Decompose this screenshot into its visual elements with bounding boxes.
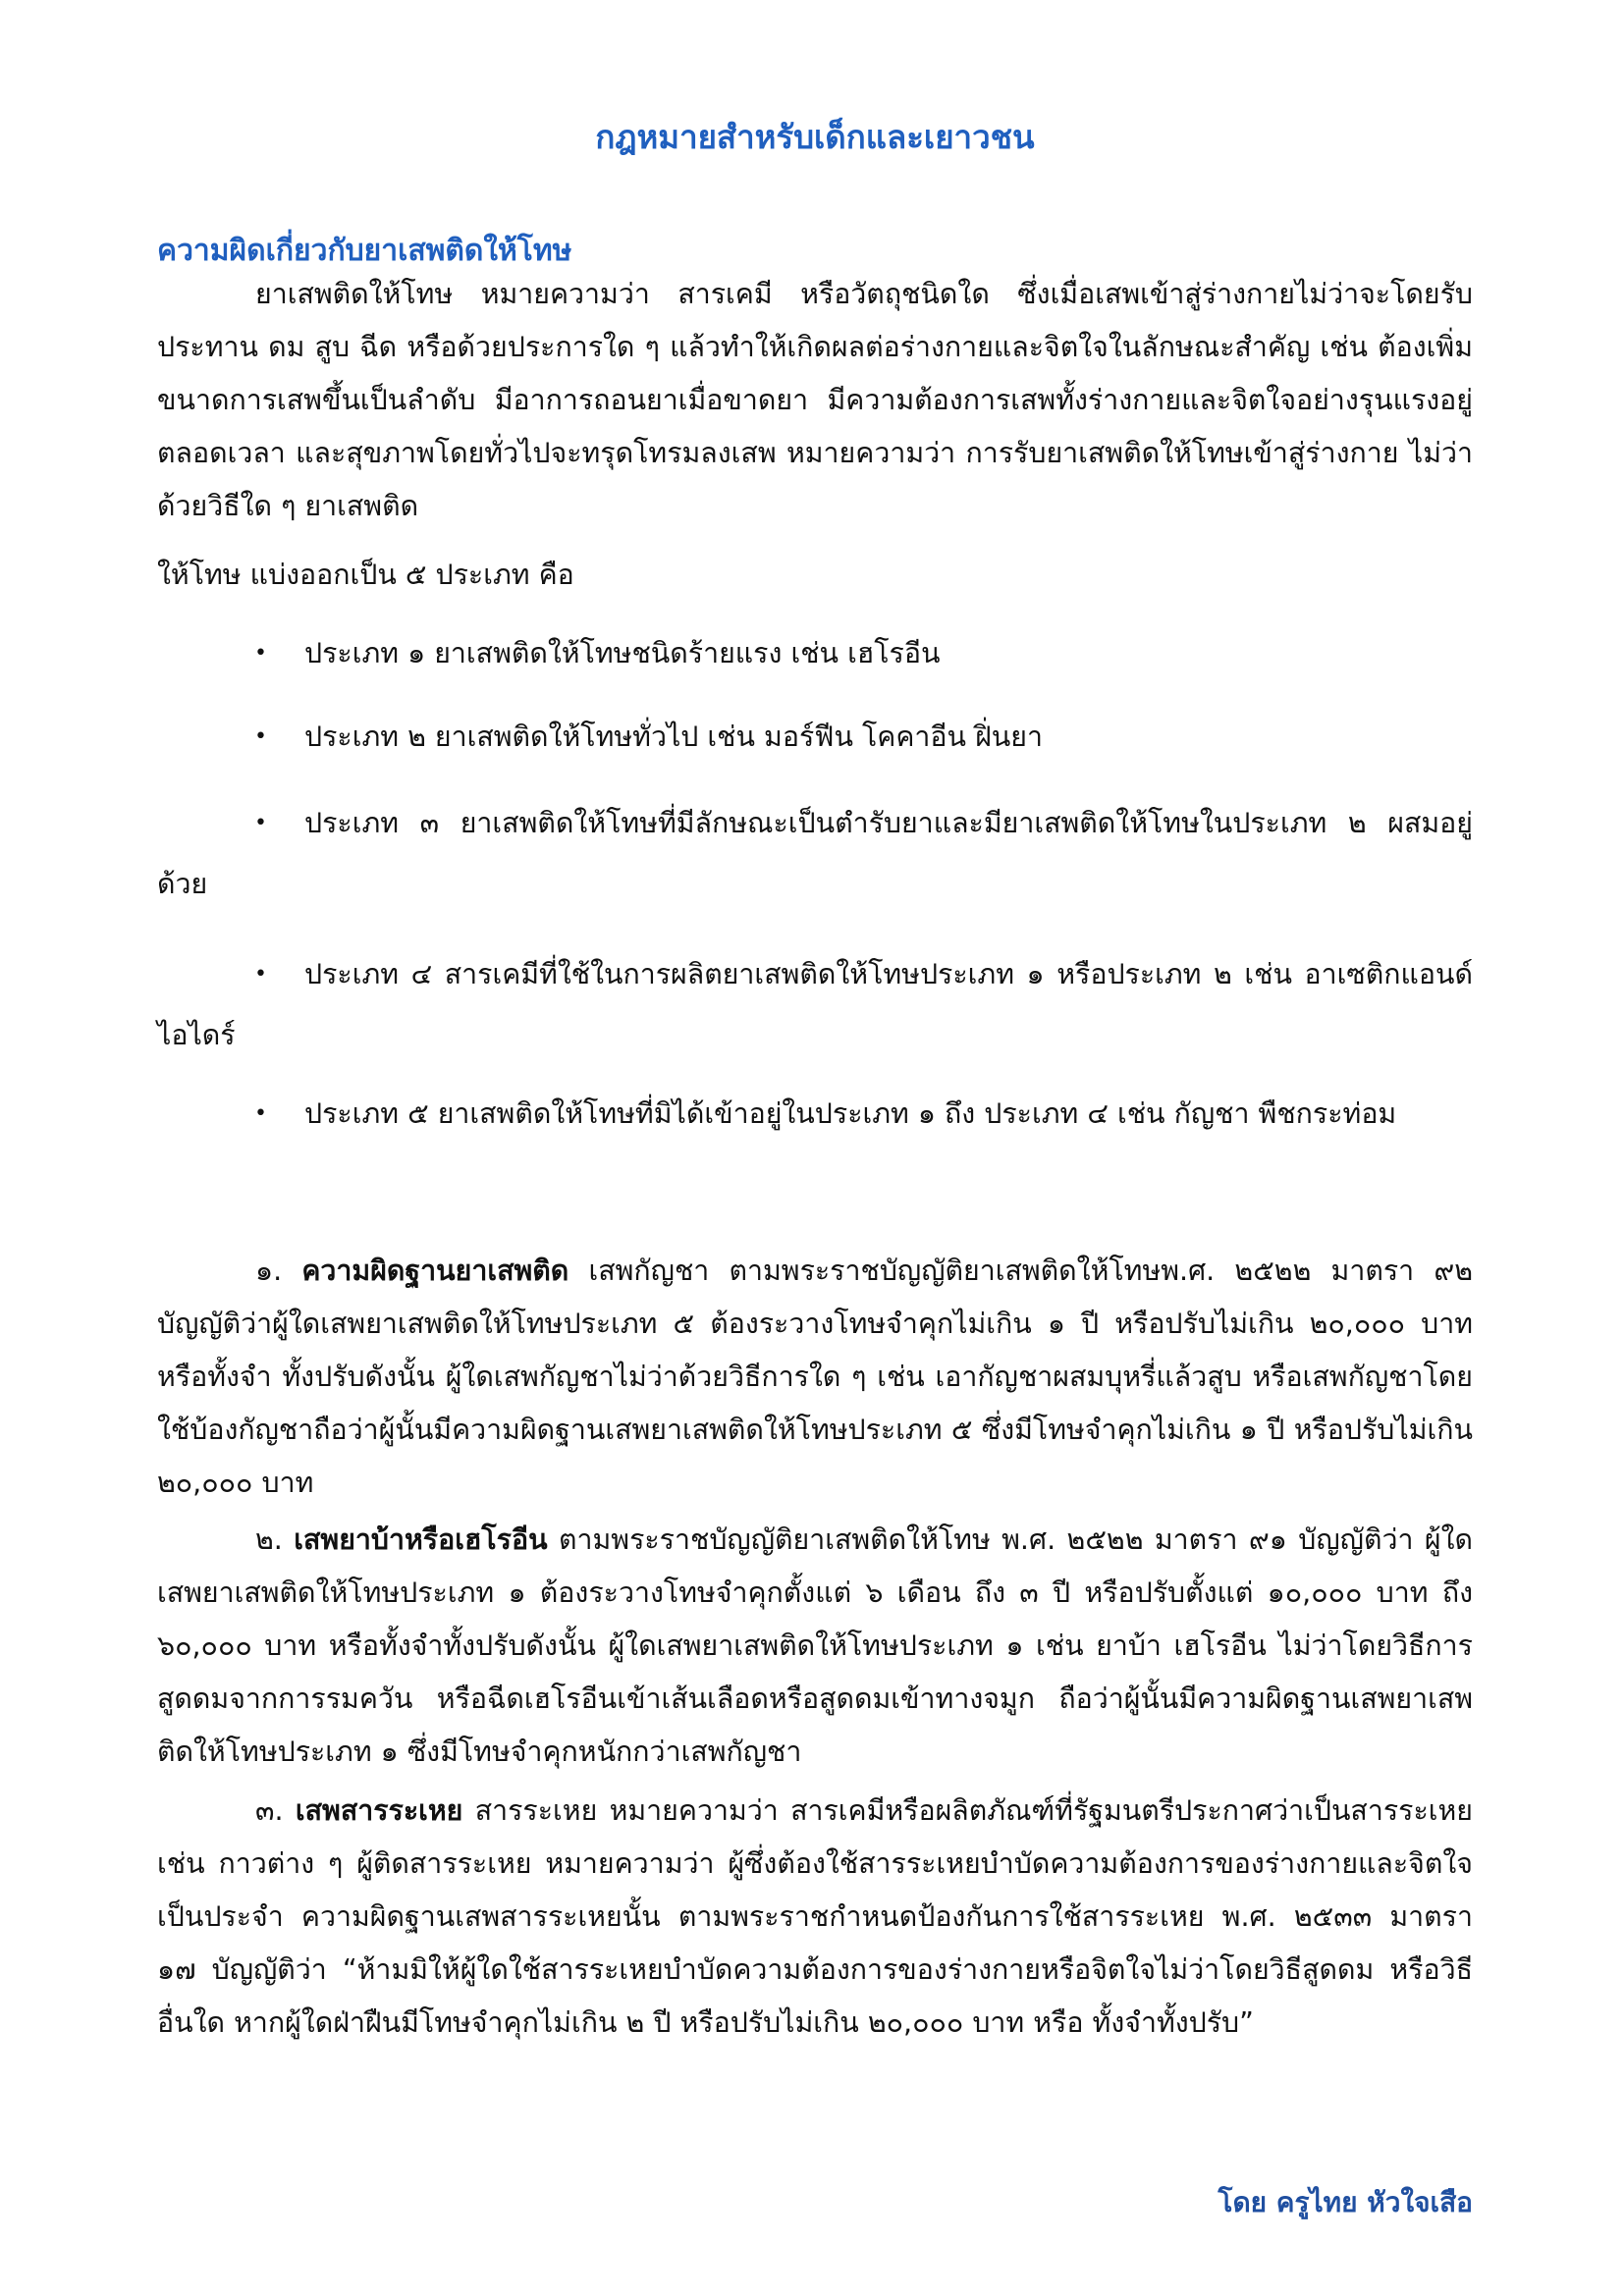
bullet-icon: •: [254, 641, 267, 666]
offense-paragraph: [157, 1245, 1473, 1510]
category-text: ประเภท ๒ ยาเสพติดให้โทษทั่วไป เช่น มอร์ฟีน โคคาอีน ฝิ่นยา: [304, 721, 1043, 753]
section-heading: ความผิดเกี่ยวกับยาเสพติดให้โทษ: [157, 234, 572, 268]
category-item: [157, 707, 1473, 768]
intro-paragraph: ยาเสพติดให้โทษ หมายความว่า สารเคมี หรือวัตถุชนิดใด ซึ่งเมื่อเสพเข้าสู่ร่างกายไม่ว่าจะโดยรับประทาน ดม สูบ ฉีด หรือด้วยประการใด ๆ แล้วทำให้เกิดผลต่อร่างกายและจิตใจในลักษณะสำคัญ เช่น ต้องเพิ่มขนาดการเสพขึ้นเป็นลำดับ มีอาการถอนยาเมื่อขาดยา มีความต้องการเสพทั้งร่างกายและจิตใจอย่างรุนแรงอยู่ตลอดเวลา และสุขภาพโดยทั่วไปจะทรุดโทรมลงเสพ หมายความว่า การรับยาเสพติดให้โทษเข้าสู่ร่างกาย ไม่ว่าด้วยวิธีใด ๆ ยาเสพติด: [157, 278, 1473, 522]
offense-body: ตามพระราชบัญญัติยาเสพติดให้โทษ พ.ศ. ๒๕๒๒ มาตรา ๙๑ บัญญัติว่า ผู้ใดเสพยาเสพติดให้โทษประเภท ๑ ต้องระวางโทษจำคุกตั้งแต่ ๖ เดือน ถึง ๓ ปี หรือปรับตั้งแต่ ๑๐,๐๐๐ บาท ถึง ๖๐,๐๐๐ บาท หรือทั้งจำทั้งปรับดังนั้น ผู้ใดเสพยาเสพติดให้โทษประเภท ๑ เช่น ยาบ้า เฮโรอีน ไม่ว่าโดยวิธีการสูดดมจากการรมควัน หรือฉีดเฮโรอีนเข้าเส้นเลือดหรือสูดดมเข้าทางจมูก ถือว่าผู้นั้นมีความผิดฐานเสพยาเสพติดให้โทษประเภท ๑ ซึ่งมีโทษจำคุกหนักกว่าเสพกัญชา: [157, 1523, 1474, 1768]
category-text: ประเภท ๓ ยาเสพติดให้โทษที่มีลักษณะเป็นตำรับยาและมียาเสพติดให้โทษในประเภท ๒ ผสมอยู่ด้วย: [157, 807, 1473, 900]
category-text: ประเภท ๑ ยาเสพติดให้โทษชนิดร้ายแรง เช่น เฮโรอีน: [304, 637, 941, 669]
bullet-icon: •: [254, 1101, 267, 1126]
author-signature: โดย ครูไทย หัวใจเสือ: [1218, 2186, 1473, 2218]
page-title: กฎหมายสำหรับเด็กและเยาวชน: [595, 118, 1035, 156]
offense-number: ๒.: [255, 1523, 283, 1556]
bullet-icon: •: [254, 724, 267, 749]
offense-paragraph: [157, 1785, 1473, 2050]
bullet-icon: •: [254, 962, 267, 987]
category-item: [157, 944, 1473, 1066]
offense-body: เสพกัญชา ตามพระราชบัญญัติยาเสพติดให้โทษพ.ศ. ๒๕๒๒ มาตรา ๙๒ บัญญัติว่าผู้ใดเสพยาเสพติดให้โทษประเภท ๕ ต้องระวางโทษจำคุกไม่เกิน ๑ ปี หรือปรับไม่เกิน ๒๐,๐๐๐ บาท หรือทั้งจำ ทั้งปรับดังนั้น ผู้ใดเสพกัญชาไม่ว่าด้วยวิธีการใด ๆ เช่น เอากัญชาผสมบุหรี่แล้วสูบ หรือเสพกัญชาโดยใช้บ้องกัญชาถือว่าผู้นั้นมีความผิดฐานเสพยาเสพติดให้โทษประเภท ๕ ซึ่งมีโทษจำคุกไม่เกิน ๑ ปี หรือปรับไม่เกิน ๒๐,๐๐๐ บาท: [157, 1255, 1474, 1499]
category-item: [157, 793, 1473, 915]
offense-heading: เสพยาบ้าหรือเฮโรอีน: [294, 1523, 548, 1556]
bullet-icon: •: [254, 811, 267, 835]
offense-number: ๓.: [255, 1794, 284, 1827]
intro-continuation: ให้โทษ แบ่งออกเป็น ๕ ประเภท คือ: [157, 559, 574, 591]
offense-number: ๑.: [255, 1255, 283, 1287]
category-item: [157, 1084, 1473, 1145]
category-text: ประเภท ๕ ยาเสพติดให้โทษที่มิได้เข้าอยู่ในประเภท ๑ ถึง ประเภท ๔ เช่น กัญชา พืชกระท่อม: [304, 1097, 1397, 1130]
category-item: [157, 623, 1473, 684]
category-text: ประเภท ๔ สารเคมีที่ใช้ในการผลิตยาเสพติดให้โทษประเภท ๑ หรือประเภท ๒ เช่น อาเซติกแอนด์ไอไดร์: [157, 958, 1473, 1051]
offense-paragraph: [157, 1514, 1473, 1779]
document-page: [157, 0, 1473, 2296]
offense-body: สารระเหย หมายความว่า สารเคมีหรือผลิตภัณฑ์ที่รัฐมนตรีประกาศว่าเป็นสารระเหย เช่น กาวต่าง ๆ ผู้ติดสารระเหย หมายความว่า ผู้ซึ่งต้องใช้สารระเหยบำบัดความต้องการของร่างกายและจิตใจเป็นประจำ ความผิดฐานเสพสารระเหยนั้น ตามพระราชกำหนดป้องกันการใช้สารระเหย พ.ศ. ๒๕๓๓ มาตรา ๑๗ บัญญัติว่า “ห้ามมิให้ผู้ใดใช้สารระเหยบำบัดความต้องการของร่างกายหรือจิตใจไม่ว่าโดยวิธีสูดดม หรือวิธีอื่นใด หากผู้ใดฝ่าฝืนมีโทษจำคุกไม่เกิน ๒ ปี หรือปรับไม่เกิน ๒๐,๐๐๐ บาท หรือ ทั้งจำทั้งปรับ”: [157, 1794, 1473, 2039]
offense-heading: เสพสารระเหย: [295, 1794, 463, 1827]
offense-heading: ความผิดฐานยาเสพติด: [301, 1255, 569, 1287]
